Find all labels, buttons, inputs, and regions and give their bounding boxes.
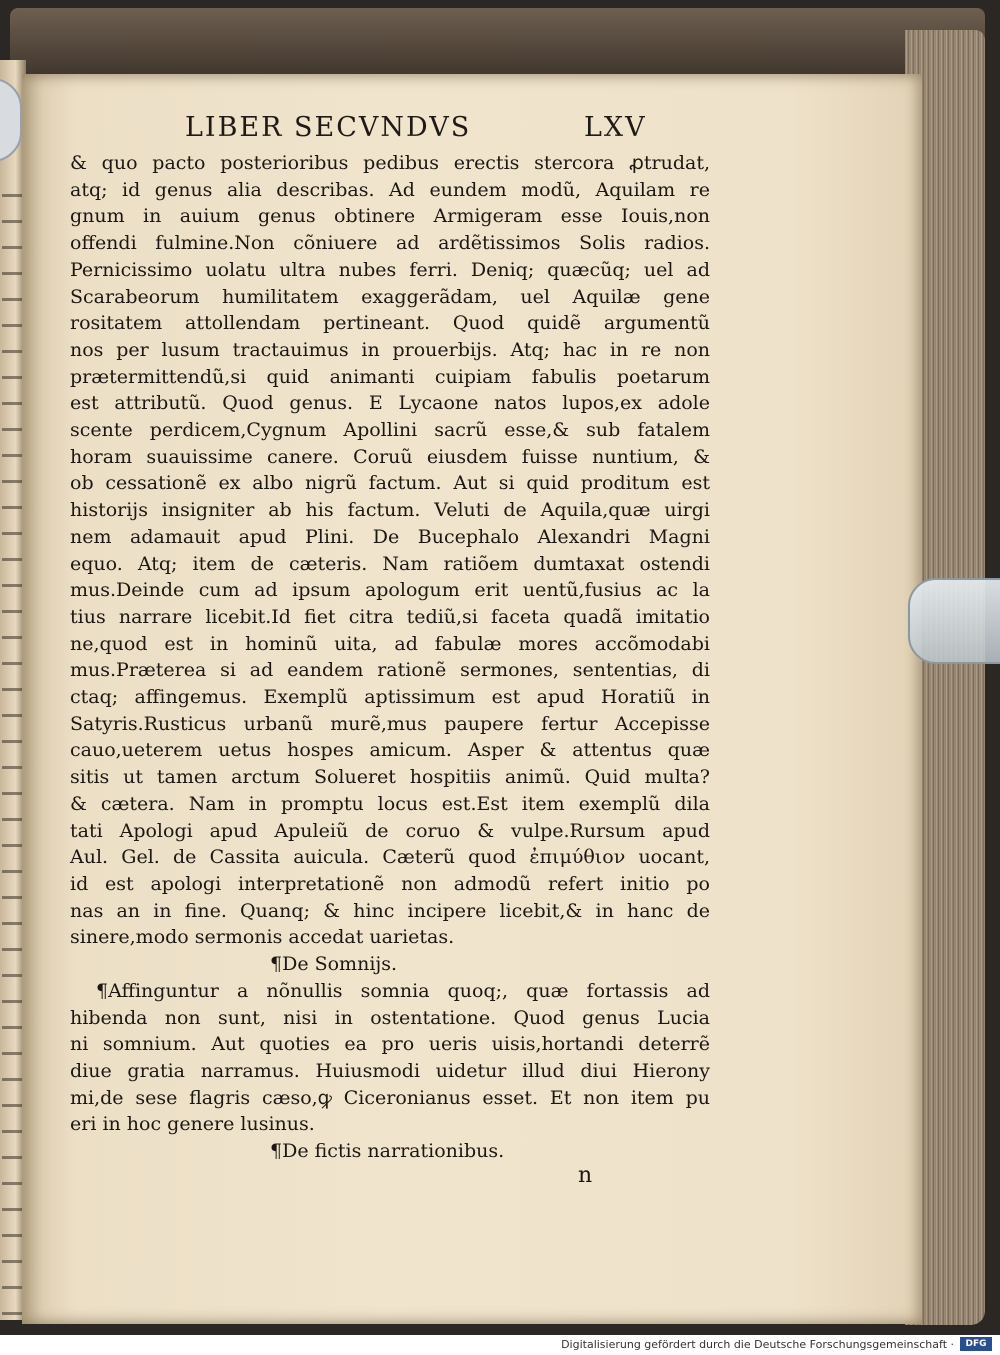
text-line: Scarabeorum humilitatem exaggerãdam, uel Aquilæ gene [70,285,710,308]
text-line: Aul. Gel. de Cassita auicula. Cæterũ quod ἐπιμύθιον uocant, [70,846,710,869]
dfg-logo: DFG [960,1337,992,1351]
text-line: & quo pacto posterioribus pedibus erectis stercora ꝓtrudat, [70,152,710,174]
text-line: est attributũ. Quod genus. E Lycaone natos lupos,ex adole [70,392,710,415]
text-line: scente perdicem,Cygnum Apollini sacrũ esse,& sub fatalem [70,419,710,442]
text-line: mi,de sese flagris cæso,ꝙ Ciceronianus esset. Et non item pu [70,1086,710,1109]
page-clip-icon [908,578,1000,664]
text-line: prætermittendũ,si quid animanti cuipiam fabulis poetarum [70,365,710,388]
section-heading-narrationes: ¶De fictis narrationibus. [270,1140,505,1163]
text-line: Satyris.Rusticus urbanũ murẽ,mus paupere fertur Accepisse [70,712,710,735]
text-line: eri in hoc genere lusinus. [70,1113,315,1136]
book-top-edge [10,8,985,78]
signature-mark: n [578,1163,593,1188]
text-line: gnum in auium genus obtinere Armigeram esse Iouis,non [70,205,710,228]
text-line: nas an in fine. Quanq; & hinc incipere licebit,& in hanc de [70,899,710,922]
text-line: rositatem attollendam pertineant. Quod quidẽ argumentũ [70,312,710,335]
text-line: tius narrare licebit.Id fiet citra tediũ,si faceta quadã imitatio [70,605,710,628]
text-line: ne,quod est in hominũ uita, ad fabulæ mores accõmodabi [70,632,710,655]
text-line: sinere,modo sermonis accedat uarietas. [70,926,455,949]
text-line: Pernicissimo uolatu ultra nubes ferri. Deniq; quæcũq; uel ad [70,258,710,281]
text-line: id est apologi interpretationẽ non admodũ refert initio po [70,872,710,895]
text-line: mus.Deinde cum ad ipsum apologum erit uentũ,fusius ac la [70,579,710,602]
body-text [70,150,710,1165]
text-line: & cætera. Nam in promptu locus est.Est item exemplũ dila [70,792,710,815]
digitization-footer [0,1335,1000,1355]
text-line: nos per lusum tractauimus in prouerbijs. Atq; hac in re non [70,338,710,361]
text-line: horam suauissime canere. Coruũ eiusdem fuisse nuntium, & [70,445,710,468]
text-line: nem adamauit apud Plini. De Bucephalo Alexandri Magni [70,525,710,548]
text-line: mus.Præterea si ad eandem rationẽ sermones, sententias, di [70,659,710,682]
text-line: cauo,ueterem uetus hospes amicum. Asper & attentus quæ [70,739,710,762]
text-line: ob cessationẽ ex albo nigrũ factum. Aut si quid proditum est [70,472,710,495]
text-line: ni somnium. Aut quoties ea pro ueris uisis,hortandi deterrẽ [70,1033,710,1056]
text-line: sitis ut tamen arctum Solueret hospitiis animũ. Quid multa? [70,766,710,789]
text-line: offendi fulmine.Non cõniuere ad ardẽtissimos Solis radios. [70,232,710,255]
running-head: LIBER SECVNDVS [185,112,472,143]
text-line: tati Apologi apud Apuleiũ de coruo & vulpe.Rursum apud [70,819,710,842]
text-line: ctaq; affingemus. Exemplũ aptissimum est apud Horatiũ in [70,686,710,709]
text-line: hibenda non sunt, nisi in ostentatione. Quod genus Lucia [70,1006,710,1029]
text-line: ¶Affinguntur a nõnullis somnia quoq;, quæ fortassis ad [96,979,710,1002]
funding-note: Digitalisierung gefördert durch die Deutsche Forschungsgemeinschaft · [561,1338,954,1351]
text-line: atq; id genus alia describas. Ad eundem modũ, Aquilam re [70,178,710,201]
folio-number: LXV [584,112,647,143]
text-line: diue gratia narramus. Huiusmodi uidetur illud diui Hierony [70,1059,710,1082]
page-header [0,112,1000,152]
section-heading-somnia: ¶De Somnijs. [270,953,398,976]
text-line: historijs insigniter ab his factum. Veluti de Aquila,quæ uirgi [70,499,710,522]
text-line: equo. Atq; item de cæteris. Nam ratiõem dumtaxat ostendi [70,552,710,575]
